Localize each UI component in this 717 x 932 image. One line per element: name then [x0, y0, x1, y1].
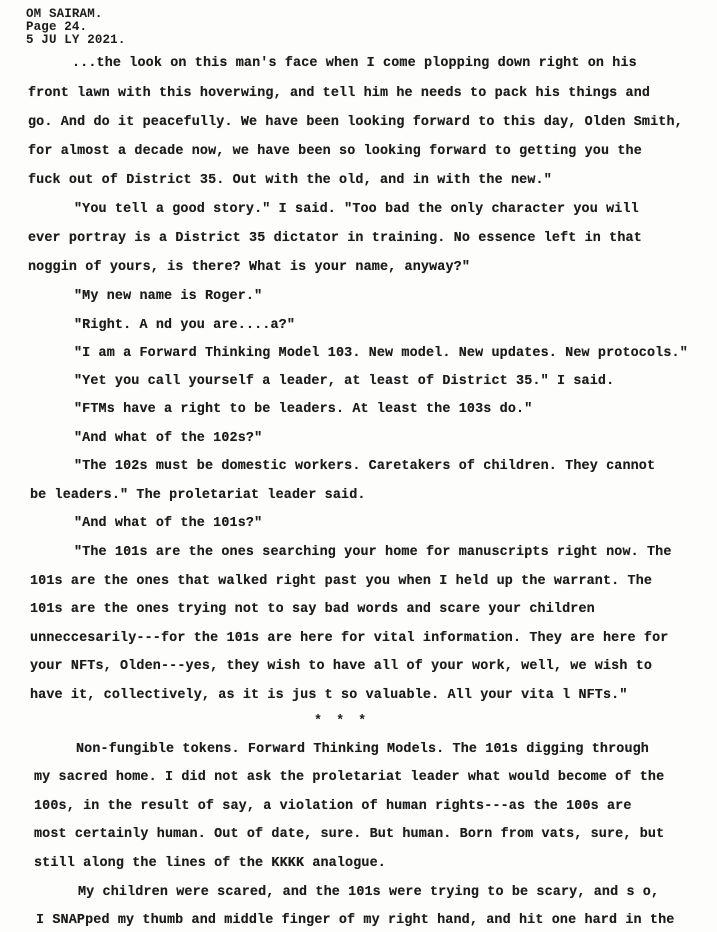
text-line: "The 101s are the ones searching your home for manuscripts right now. The: [74, 545, 672, 560]
header-date: 5 JU LY 2021.: [26, 33, 126, 47]
text-line: My children were scared, and the 101s were trying to be scary, and s o,: [78, 885, 660, 900]
text-line: "Yet you call yourself a leader, at least of District 35." I said.: [74, 374, 615, 389]
text-line: "And what of the 102s?": [74, 431, 263, 446]
text-line: your NFTs, Olden---yes, they wish to have all of your work, well, we wish to: [30, 659, 653, 674]
text-line: 101s are the ones trying not to say bad words and scare your children: [30, 602, 595, 617]
text-line: I SNAPped my thumb and middle finger of my right hand, and hit one hard in the: [36, 913, 675, 928]
text-line: ...the look on this man's face when I come plopping down right on his: [72, 56, 637, 71]
text-line: front lawn with this hoverwing, and tell him he needs to pack his things and: [28, 86, 651, 101]
text-line: 101s are the ones that walked right past you when I held up the warrant. The: [30, 574, 653, 589]
header-title: OM SAIRAM.: [26, 7, 103, 21]
text-line: "FTMs have a right to be leaders. At least the 103s do.": [74, 402, 533, 417]
text-line: have it, collectively, as it is jus t so valuable. All your vita l NFTs.": [30, 688, 628, 703]
text-line: noggin of yours, is there? What is your name, anyway?": [28, 260, 471, 275]
text-line: "My new name is Roger.": [74, 289, 263, 304]
text-line: still along the lines of the KKKK analogue.: [34, 856, 386, 871]
text-line: Non-fungible tokens. Forward Thinking Models. The 101s digging through: [76, 742, 649, 757]
text-line: fuck out of District 35. Out with the old, and in with the new.": [28, 173, 552, 188]
text-line: be leaders." The proletariat leader said.: [30, 488, 366, 503]
text-line: for almost a decade now, we have been so looking forward to getting you the: [28, 144, 642, 159]
header-page-number: Page 24.: [26, 20, 88, 34]
text-line: ever portray is a District 35 dictator in training. No essence left in that: [28, 231, 642, 246]
text-line: "And what of the 101s?": [74, 516, 263, 531]
section-separator: * * *: [314, 714, 370, 729]
text-line: "I am a Forward Thinking Model 103. New model. New updates. New protocols.": [74, 346, 688, 361]
text-line: most certainly human. Out of date, sure. But human. Born from vats, sure, but: [34, 827, 665, 842]
text-line: "Right. A nd you are....a?": [74, 318, 296, 333]
text-line: "You tell a good story." I said. "Too bad the only character you will: [74, 202, 639, 217]
text-line: 100s, in the result of say, a violation of human rights---as the 100s are: [34, 799, 632, 814]
text-line: my sacred home. I did not ask the proletariat leader what would become of the: [34, 770, 665, 785]
text-line: "The 102s must be domestic workers. Caretakers of children. They cannot: [74, 459, 656, 474]
text-line: go. And do it peacefully. We have been looking forward to this day, Olden Smith,: [28, 115, 683, 130]
text-line: unneccesarily---for the 101s are here for vital information. They are here for: [30, 631, 669, 646]
